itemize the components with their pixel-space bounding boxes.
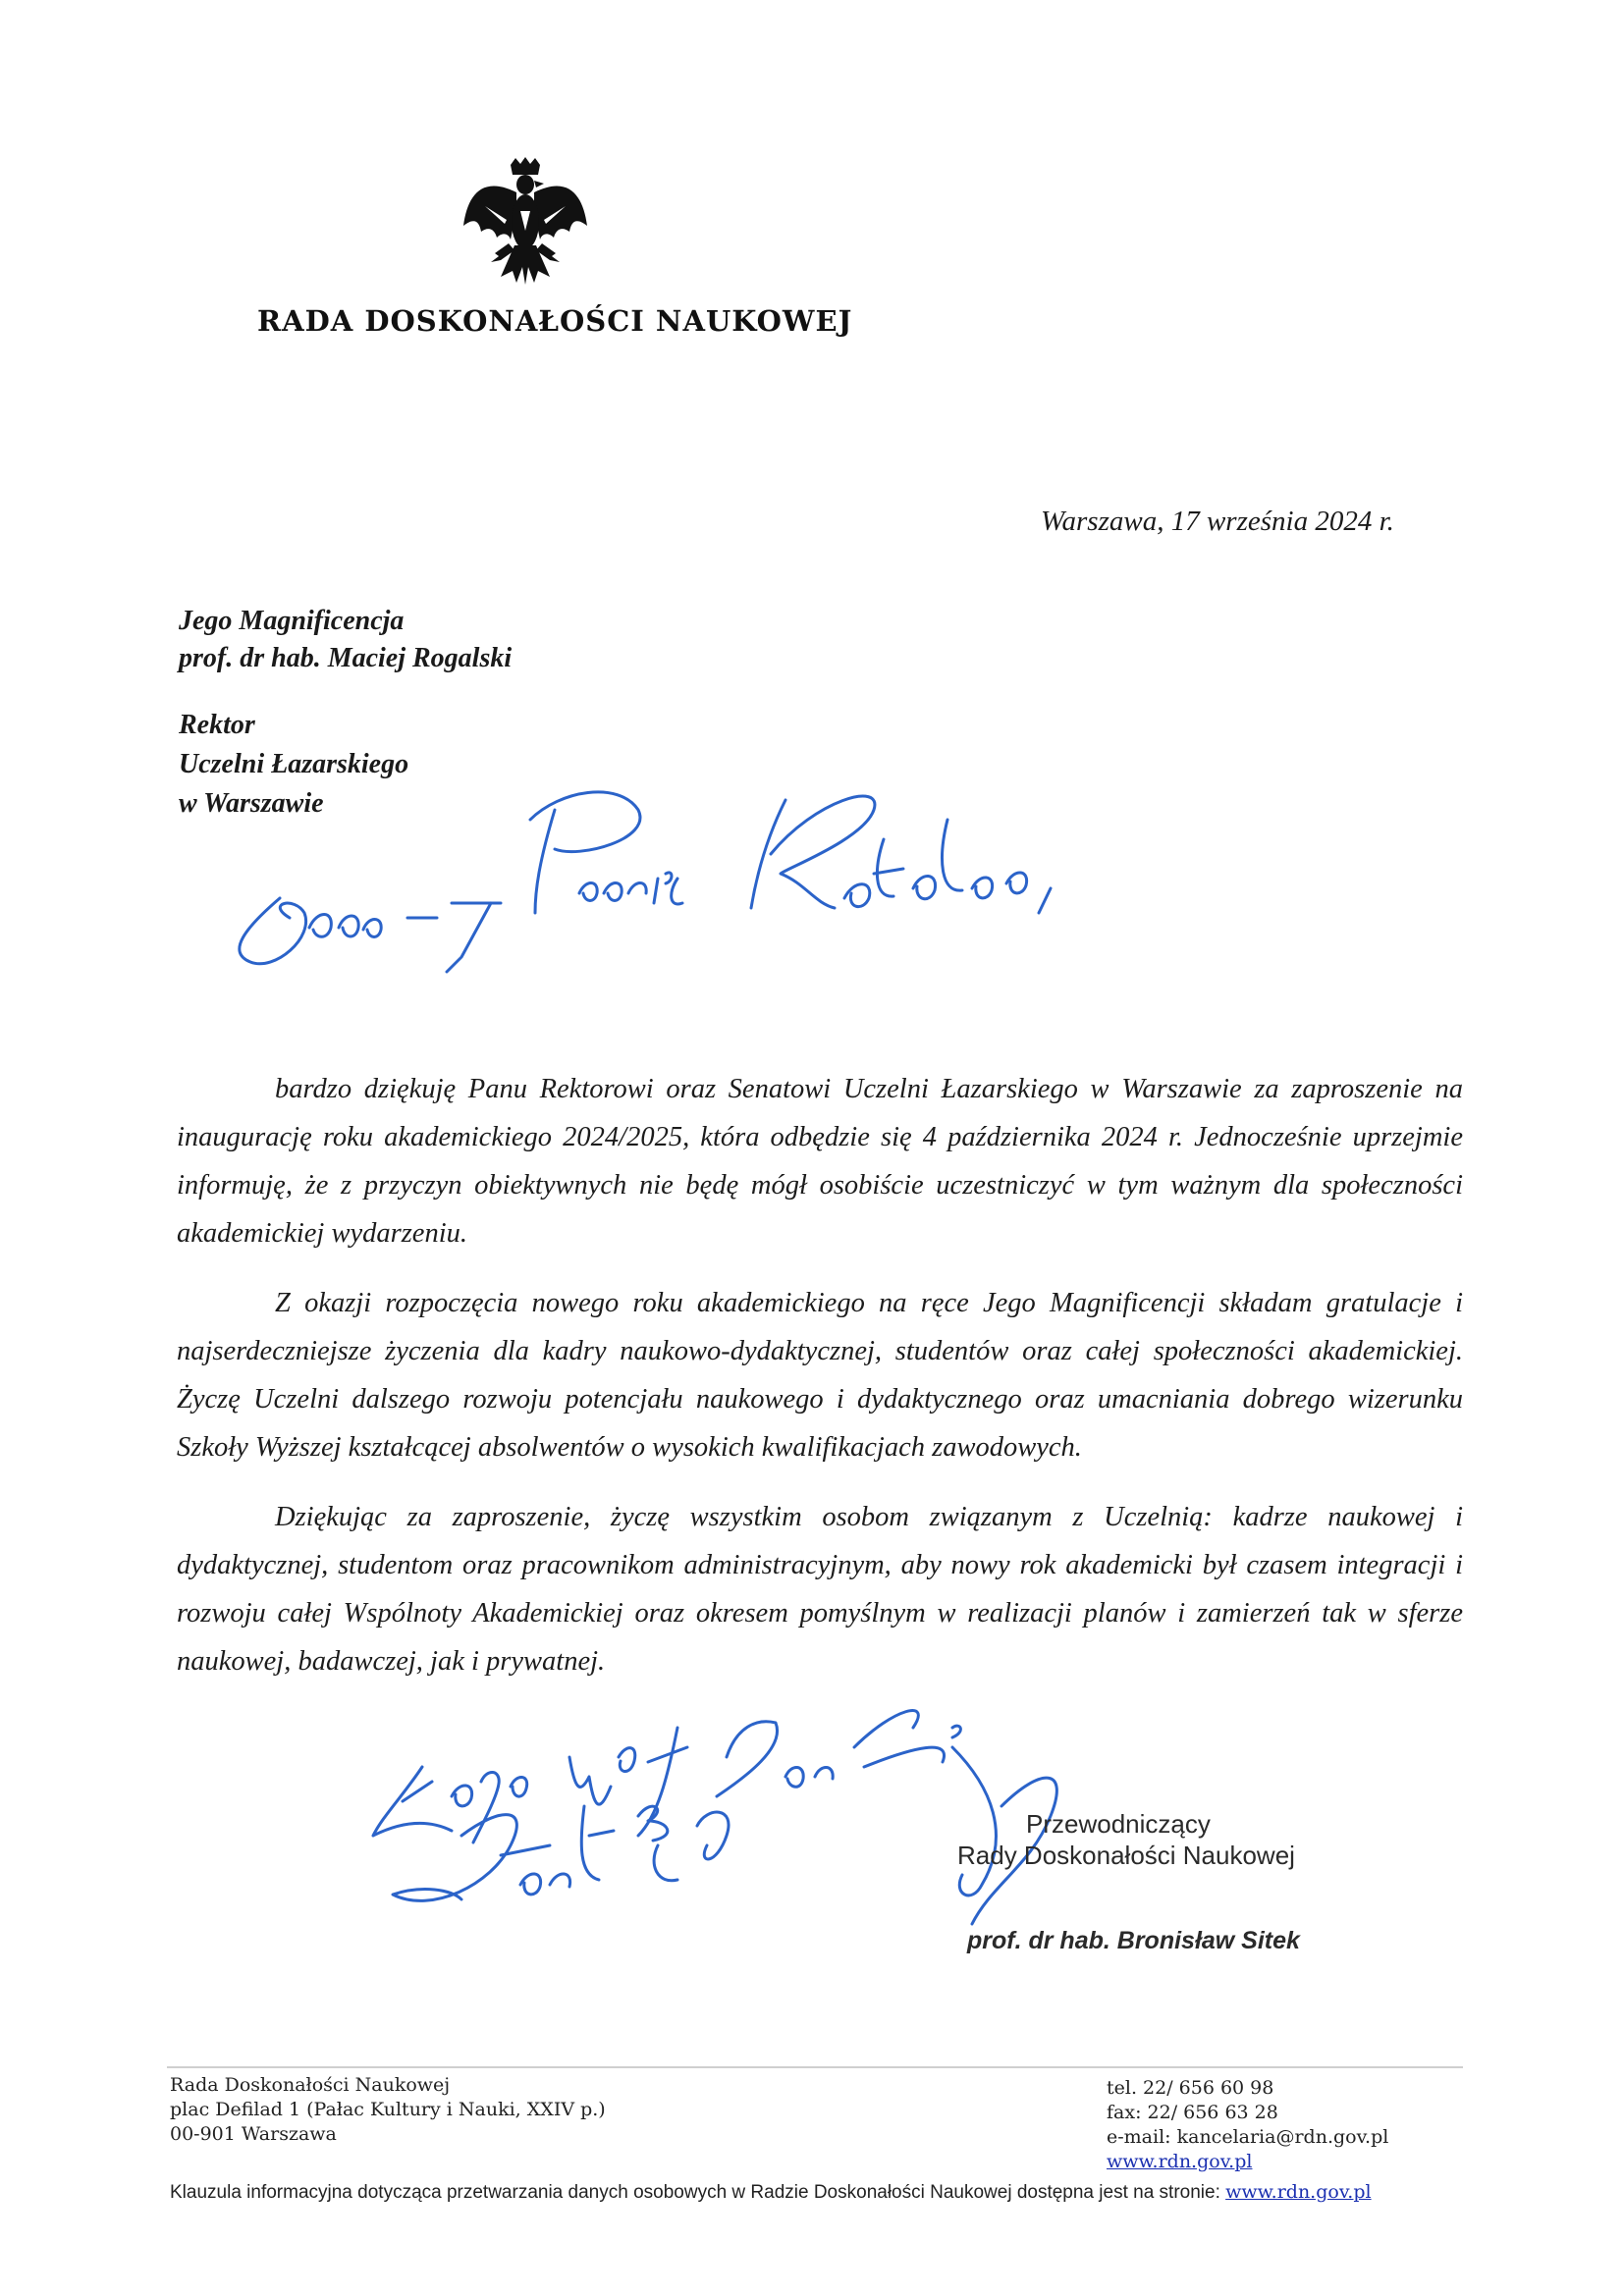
body-paragraph-2: Z okazji rozpoczęcia nowego roku akademickiego na ręce Jego Magnificencji składam gratulacje i najserdeczniejsze życzenia dla kadry naukowo-dydaktycznej, studentów oraz całej społeczności akademickiej. Życzę Uczelni dalszego rozwoju potencjału naukowego i dydaktycznego oraz umacniania dobrego wizerunku Szkoły Wyższej kształcącej absolwentów o wysokich kwalifikacjach zawodowych.	[177, 1288, 1463, 1463]
footer-fax: fax: 22/ 656 63 28	[1107, 2102, 1278, 2123]
recipient-institution: Uczelni Łazarskiego	[179, 749, 409, 779]
footer-address-line3: 00-901 Warszawa	[170, 2123, 337, 2145]
privacy-clause-text: Klauzula informacyjna dotycząca przetwarzania danych osobowych w Radzie Doskonałości Naukowej dostępna jest na stronie:	[170, 2182, 1226, 2203]
footer-address	[170, 2073, 606, 2147]
polish-eagle-emblem-icon	[461, 157, 589, 290]
recipient-honorific: Jego Magnificencja	[179, 606, 405, 636]
organization-name: RADA DOSKONAŁOŚCI NAUKOWEJ	[257, 304, 853, 338]
privacy-clause-link[interactable]: www.rdn.gov.pl	[1225, 2181, 1372, 2203]
privacy-clause	[170, 2181, 1372, 2204]
signatory-name: prof. dr hab. Bronisław Sitek	[967, 1927, 1300, 1954]
letter-body	[177, 1065, 1463, 1707]
body-paragraph-1: bardzo dziękuję Panu Rektorowi oraz Senatowi Uczelni Łazarskiego w Warszawie za zaproszenie na inaugurację roku akademickiego 2024/2025, która odbędzie się 4 października 2024 r. Jednocześnie uprzejmie informuję, że z przyczyn obiektywnych nie będę mógł osobiście uczestniczyć w tym ważnym dla społeczności akademickiej wydarzeniu.	[177, 1074, 1463, 1249]
footer-email: e-mail: kancelaria@rdn.gov.pl	[1107, 2126, 1389, 2148]
footer-tel: tel. 22/ 656 60 98	[1107, 2077, 1274, 2099]
recipient-city: w Warszawie	[179, 788, 324, 819]
footer-website-link[interactable]: www.rdn.gov.pl	[1107, 2151, 1253, 2172]
date-line: Warszawa, 17 września 2024 r.	[1041, 506, 1394, 537]
signatory-title-line2: Rady Doskonałości Naukowej	[957, 1841, 1295, 1870]
footer-address-line2: plac Defilad 1 (Pałac Kultury i Nauki, XXIV p.)	[170, 2099, 606, 2120]
signatory-title-line1: Przewodniczący	[1026, 1809, 1211, 1839]
handwritten-salutation	[206, 780, 1247, 1006]
footer-divider	[167, 2066, 1463, 2068]
recipient-position: Rektor	[179, 710, 255, 740]
recipient-name: prof. dr hab. Maciej Rogalski	[179, 643, 513, 673]
body-paragraph-3: Dziękując za zaproszenie, życzę wszystkim osobom związanym z Uczelnią: kadrze naukowej i dydaktycznej, studentom oraz pracownikom administracyjnym, aby nowy rok akademicki był czasem integracji i rozwoju całej Wspólnoty Akademickiej oraz okresem pomyślnym w realizacji planów i zamierzeń tak w sferze naukowej, badawczej, jak i prywatnej.	[177, 1502, 1463, 1677]
footer-contact	[1107, 2076, 1388, 2174]
footer-address-line1: Rada Doskonałości Naukowej	[170, 2074, 451, 2096]
